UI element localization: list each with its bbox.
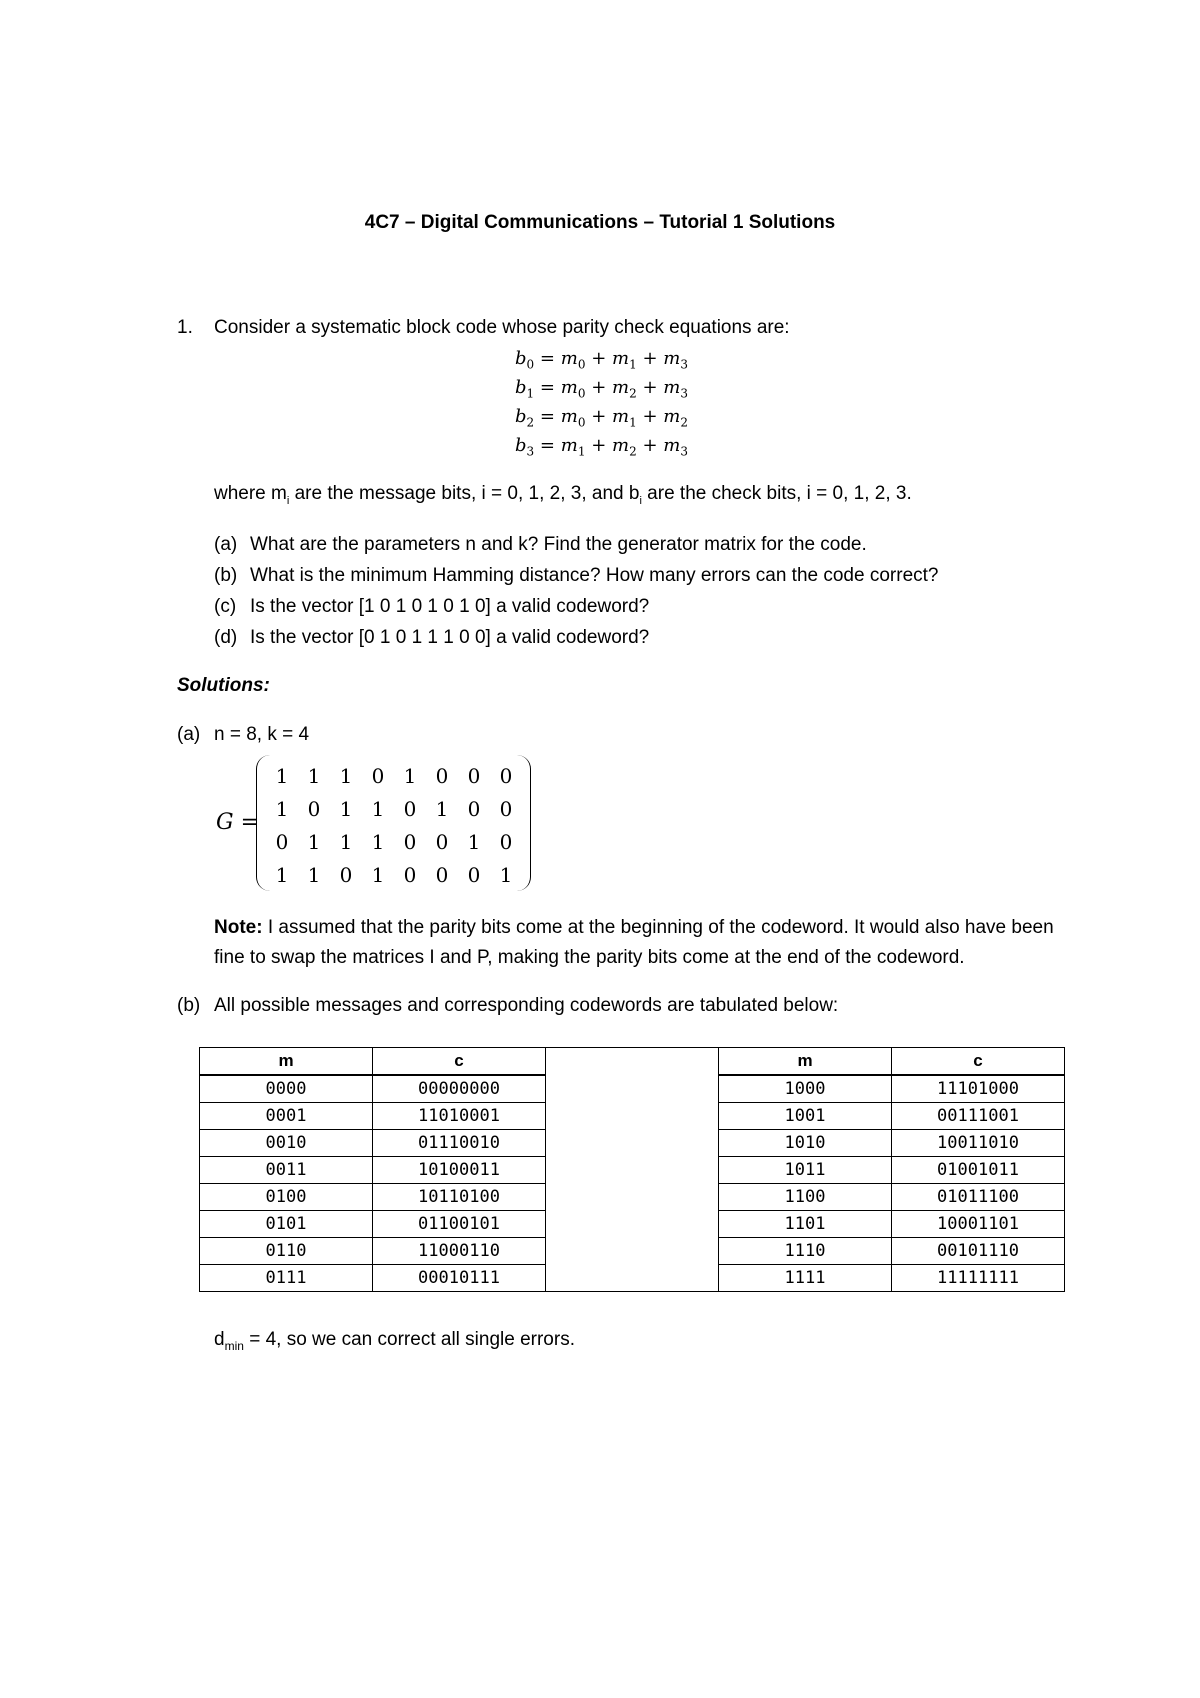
column-header: c xyxy=(373,1048,546,1076)
message-cell: 0011 xyxy=(200,1157,373,1184)
matrix-cell: 0 xyxy=(499,796,513,821)
matrix-cell: 0 xyxy=(275,829,289,854)
matrix-cell: 1 xyxy=(307,862,321,887)
table-spacer xyxy=(546,1048,719,1292)
matrix-cell: 0 xyxy=(435,829,449,854)
codeword-cell: 11101000 xyxy=(892,1075,1065,1103)
matrix-cell: 0 xyxy=(435,862,449,887)
codeword-cell: 00010111 xyxy=(373,1265,546,1292)
lhs-var: b xyxy=(515,406,527,427)
matrix-cell: 0 xyxy=(499,829,513,854)
message-cell: 0111 xyxy=(200,1265,373,1292)
rhs-var: m xyxy=(612,348,630,369)
message-cell: 0000 xyxy=(200,1075,373,1103)
right-paren xyxy=(517,755,531,891)
rhs-var: m xyxy=(663,435,681,456)
matrix-cell: 1 xyxy=(307,829,321,854)
codeword-cell: 00101110 xyxy=(892,1238,1065,1265)
note-paragraph: Note: I assumed that the parity bits come at the beginning of the codeword. It would also have been fine to swap the matrices I and P, making the parity bits come at the end of the codeword. xyxy=(214,917,1054,968)
matrix-cell: 0 xyxy=(403,829,417,854)
column-header: m xyxy=(200,1048,373,1076)
where-statement: where $m_i$ are the message bits, i = 0, 1, 2, 3, and $b_i$ are the check bits, i = 0, 1, 2, 3. xyxy=(214,483,912,507)
matrix-cell: 1 xyxy=(339,763,353,788)
matrix-cell: 1 xyxy=(371,862,385,887)
rhs-var: m xyxy=(560,348,578,369)
codeword-cell: 01110010 xyxy=(373,1130,546,1157)
question-number: 1. xyxy=(177,317,193,338)
parity-equation: $b_2 = m_0 + m_1 + m_2$ xyxy=(515,406,689,430)
codeword-cell: 01011100 xyxy=(892,1184,1065,1211)
codeword-cell: 10001101 xyxy=(892,1211,1065,1238)
codeword-cell: 10100011 xyxy=(373,1157,546,1184)
matrix-cell: 0 xyxy=(435,763,449,788)
generator-matrix xyxy=(256,755,531,893)
matrix-cell: 1 xyxy=(403,763,417,788)
codeword-cell: 00000000 xyxy=(373,1075,546,1103)
codeword-cell: 11000110 xyxy=(373,1238,546,1265)
message-cell: 0110 xyxy=(200,1238,373,1265)
question-part-c: (c) Is the vector [1 0 1 0 1 0 1 0] a valid codeword? xyxy=(214,596,650,617)
lhs-var: b xyxy=(515,435,527,456)
solutions-heading: Solutions: xyxy=(177,675,270,696)
rhs-var: m xyxy=(663,406,681,427)
message-cell: 1001 xyxy=(719,1103,892,1130)
codeword-cell: 10110100 xyxy=(373,1184,546,1211)
matrix-cell: 1 xyxy=(371,829,385,854)
rhs-var: m xyxy=(612,406,630,427)
message-cell: 1010 xyxy=(719,1130,892,1157)
message-cell: 0101 xyxy=(200,1211,373,1238)
dmin-statement: $d_{min} = 4$, so we can correct all single errors. xyxy=(214,1329,575,1353)
message-cell: 1111 xyxy=(719,1265,892,1292)
page-title: 4C7 – Digital Communications – Tutorial 1 Solutions xyxy=(364,212,836,233)
question-text: Consider a systematic block code whose parity check equations are: xyxy=(214,317,790,338)
matrix-cell: 0 xyxy=(467,862,481,887)
column-header: c xyxy=(892,1048,1065,1076)
matrix-cell: 1 xyxy=(435,796,449,821)
question-part-a: (a) What are the parameters n and k? Find the generator matrix for the code. xyxy=(214,534,867,555)
generator-matrix-label: G = xyxy=(216,810,260,835)
rhs-var: m xyxy=(612,377,630,398)
matrix-row xyxy=(266,825,522,858)
rhs-var: m xyxy=(560,377,578,398)
message-cell: 0001 xyxy=(200,1103,373,1130)
matrix-cell: 1 xyxy=(275,796,289,821)
rhs-var: m xyxy=(612,435,630,456)
matrix-cell: 1 xyxy=(467,829,481,854)
matrix-cell: 0 xyxy=(467,763,481,788)
matrix-cell: 1 xyxy=(371,796,385,821)
codeword-cell: 00111001 xyxy=(892,1103,1065,1130)
parity-equation: $b_1 = m_0 + m_2 + m_3$ xyxy=(515,377,689,401)
codeword-table xyxy=(199,1047,1065,1292)
matrix-cell: 1 xyxy=(275,862,289,887)
matrix-row xyxy=(266,858,522,891)
matrix-row xyxy=(266,792,522,825)
lhs-var: b xyxy=(515,377,527,398)
matrix-cell: 0 xyxy=(307,796,321,821)
message-cell: 1000 xyxy=(719,1075,892,1103)
solution-b: (b) All possible messages and corresponding codewords are tabulated below: xyxy=(177,995,839,1016)
codeword-cell: 11111111 xyxy=(892,1265,1065,1292)
message-cell: 1110 xyxy=(719,1238,892,1265)
rhs-var: m xyxy=(663,348,681,369)
rhs-var: m xyxy=(560,435,578,456)
matrix-cell: 0 xyxy=(467,796,481,821)
matrix-cell: 0 xyxy=(403,796,417,821)
matrix-cell: 1 xyxy=(339,796,353,821)
rhs-var: m xyxy=(663,377,681,398)
solution-a: (a) n = 8, k = 4 xyxy=(177,724,310,745)
codeword-cell: 01001011 xyxy=(892,1157,1065,1184)
codeword-cell: 01100101 xyxy=(373,1211,546,1238)
message-cell: 1101 xyxy=(719,1211,892,1238)
parity-equation: $b_0 = m_0 + m_1 + m_3$ xyxy=(515,348,689,372)
message-cell: 0100 xyxy=(200,1184,373,1211)
matrix-cell: 0 xyxy=(403,862,417,887)
message-cell: 0010 xyxy=(200,1130,373,1157)
matrix-cell: 1 xyxy=(339,829,353,854)
matrix-cell: 1 xyxy=(499,862,513,887)
codeword-cell: 10011010 xyxy=(892,1130,1065,1157)
matrix-cell: 0 xyxy=(371,763,385,788)
rhs-var: m xyxy=(560,406,578,427)
column-header: m xyxy=(719,1048,892,1076)
lhs-var: b xyxy=(515,348,527,369)
matrix-cell: 0 xyxy=(499,763,513,788)
table-header-row xyxy=(200,1048,1065,1076)
question-part-d: (d) Is the vector [0 1 0 1 1 1 0 0] a valid codeword? xyxy=(214,627,650,648)
message-cell: 1100 xyxy=(719,1184,892,1211)
matrix-cell: 0 xyxy=(339,862,353,887)
codeword-cell: 11010001 xyxy=(373,1103,546,1130)
message-cell: 1011 xyxy=(719,1157,892,1184)
matrix-cell: 1 xyxy=(275,763,289,788)
question-part-b: (b) What is the minimum Hamming distance? How many errors can the code correct? xyxy=(214,565,939,586)
matrix-cell: 1 xyxy=(307,763,321,788)
generator-matrix-table xyxy=(266,759,522,891)
parity-equation: $b_3 = m_1 + m_2 + m_3$ xyxy=(515,435,689,459)
matrix-row xyxy=(266,759,522,792)
